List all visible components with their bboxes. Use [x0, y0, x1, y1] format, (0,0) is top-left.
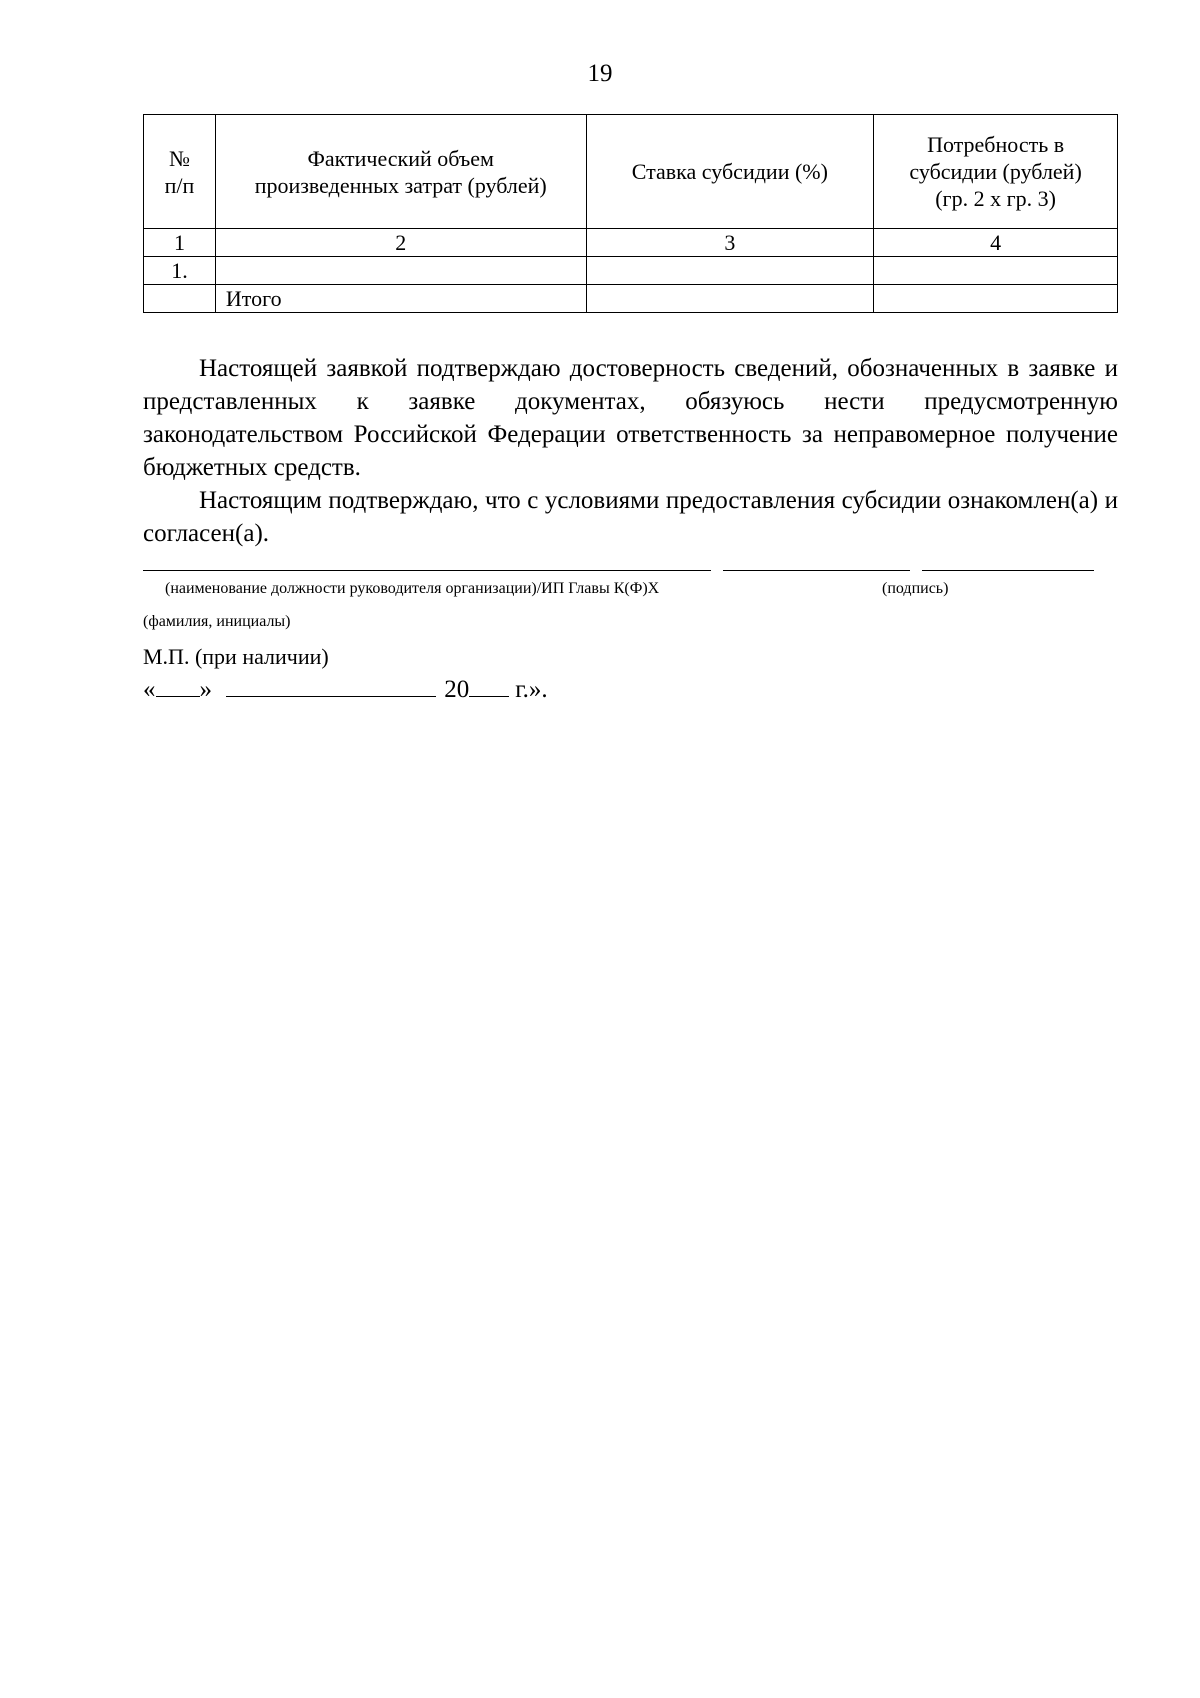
table-cell	[874, 257, 1118, 285]
column-number: 2	[215, 229, 586, 257]
year-blank	[469, 674, 509, 697]
table-row	[144, 257, 1118, 285]
date-open-quote: «	[143, 676, 156, 703]
signature-caption: (подпись)	[882, 580, 949, 597]
month-blank	[226, 674, 436, 697]
table-cell	[874, 285, 1118, 313]
column-number: 4	[874, 229, 1118, 257]
signature-line	[723, 570, 910, 571]
date-close-quote: »	[199, 676, 212, 703]
day-blank	[156, 674, 200, 697]
page-number: 19	[587, 60, 613, 87]
confirmation-paragraph: Настоящей заявкой подтверждаю достоверность сведений, обозначенных в заявке и представленных к заявке документах, обязуюсь нести предусмотренную законодательством Российской Федерации ответственность за неправомерное получение бюджетных средств.	[143, 355, 1118, 481]
table-cell	[586, 257, 874, 285]
stamp-text: М.П. (при наличии)	[143, 644, 329, 669]
date-line	[143, 674, 548, 706]
agreement-paragraph: Настоящим подтверждаю, что с условиями предоставления субсидии ознакомлен(а) и согласен(а).	[143, 487, 1118, 547]
date-suffix: г.».	[515, 676, 548, 703]
position-caption: (наименование должности руководителя организации)/ИП Главы К(Ф)Х	[165, 580, 660, 597]
name-caption: (фамилия, инициалы)	[143, 613, 291, 630]
table-cell	[215, 257, 586, 285]
column-numbers-row	[144, 229, 1118, 257]
header-col-subsidy-rate: Ставка субсидии (%)	[586, 115, 874, 229]
column-number: 1	[144, 229, 216, 257]
header-col-subsidy-need: Потребность в субсидии (рублей) (гр. 2 х гр. 3)	[874, 115, 1118, 229]
table-header-row	[144, 115, 1118, 229]
table-cell	[144, 285, 216, 313]
date-century: 20	[444, 676, 470, 703]
header-col-actual-costs: Фактический объем произведенных затрат (рублей)	[215, 115, 586, 229]
table-cell: 1.	[144, 257, 216, 285]
header-col-number: № п/п	[144, 115, 216, 229]
name-signature-line	[922, 570, 1094, 571]
subsidy-table	[143, 114, 1118, 313]
column-number: 3	[586, 229, 874, 257]
table-total-row	[144, 285, 1118, 313]
total-label: Итого	[215, 285, 586, 313]
table-cell	[586, 285, 874, 313]
position-signature-line	[143, 570, 711, 571]
